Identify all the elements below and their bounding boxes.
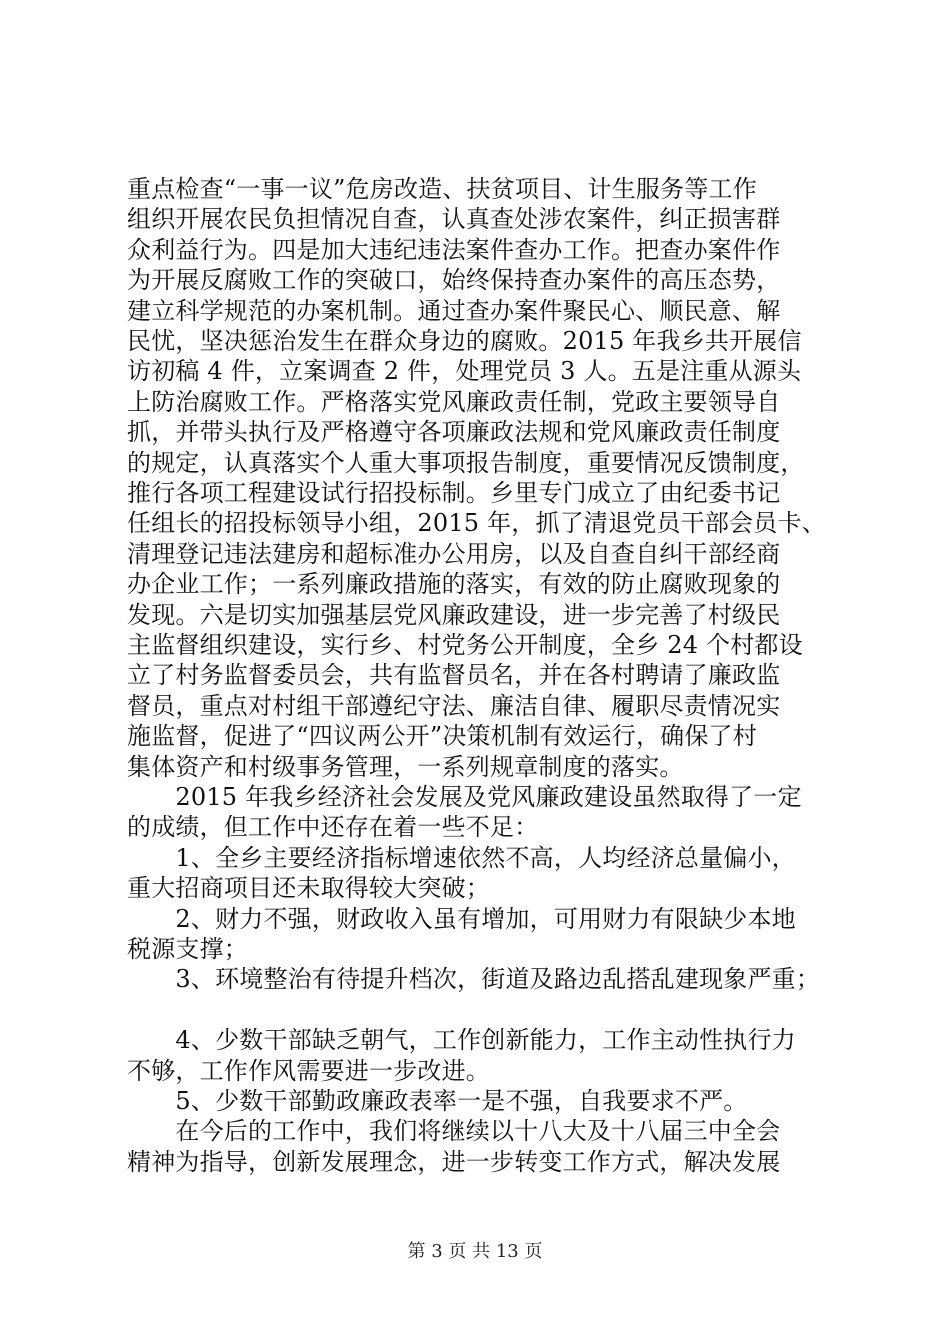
text-line: 2015 年我乡经济社会发展及党风廉政建设虽然取得了一定 [127, 783, 802, 811]
page-footer: 第 3 页 共 13 页 [407, 1241, 543, 1262]
text-line: 5、少数干部勤政廉政表率一是不强，自我要求不严。 [127, 1087, 748, 1115]
text-line: 发现。六是切实加强基层党风廉政建设，进一步完善了村级民 [127, 601, 781, 629]
text-line: 3、环境整治有待提升档次，街道及路边乱搭乱建现象严重； [127, 965, 821, 993]
text-line: 主监督组织建设，实行乡、村党务公开制度，全乡 24 个村都设 [127, 631, 803, 659]
text-line: 不够，工作作风需要进一步改进。 [127, 1057, 490, 1085]
text-line: 在今后的工作中，我们将继续以十八大及十八届三中全会 [127, 1117, 781, 1145]
text-line: 精神为指导，创新发展理念，进一步转变工作方式，解决发展 [127, 1148, 781, 1176]
text-line: 集体资产和村级事务管理，一系列规章制度的落实。 [127, 753, 684, 781]
text-line: 任组长的招投标领导小组，2015 年，抓了清退党员干部会员卡、 [127, 509, 826, 537]
text-line: 组织开展农民负担情况自查，认真查处涉农案件，纠正损害群 [127, 205, 781, 233]
text-line: 4、少数干部缺乏朝气，工作创新能力，工作主动性执行力 [127, 1026, 796, 1054]
text-line: 的规定，认真落实个人重大事项报告制度，重要情况反馈制度， [127, 449, 805, 477]
text-line: 的成绩，但工作中还存在着一些不足： [127, 813, 539, 841]
text-line: 重大招商项目还未取得较大突破； [127, 874, 490, 902]
text-line: 建立科学规范的办案机制。通过查办案件聚民心、顺民意、解 [127, 297, 781, 325]
text-line: 重点检查“一事一议”危房改造、扶贫项目、计生服务等工作 [127, 175, 757, 203]
text-line: 上防治腐败工作。严格落实党风廉政责任制，党政主要领导自 [127, 388, 781, 416]
text-line: 清理登记违法建房和超标准办公用房，以及自查自纠干部经商 [127, 540, 781, 568]
text-line: 1、全乡主要经济指标增速依然不高，人均经济总量偏小， [127, 844, 796, 872]
text-line: 施监督，促进了“四议两公开”决策机制有效运行，确保了村 [127, 722, 757, 750]
text-line: 2、财力不强，财政收入虽有增加，可用财力有限缺少本地 [127, 905, 796, 933]
text-line: 众利益行为。四是加大违纪违法案件查办工作。把查办案件作 [127, 236, 781, 264]
text-line: 税源支撑； [127, 935, 248, 963]
text-line: 立了村务监督委员会，共有监督员名，并在各村聘请了廉政监 [127, 661, 781, 689]
text-line: 为开展反腐败工作的突破口，始终保持查办案件的高压态势， [127, 266, 781, 294]
text-line: 督员，重点对村组干部遵纪守法、廉洁自律、履职尽责情况实 [127, 692, 781, 720]
text-line: 推行各项工程建设试行招投标制。乡里专门成立了由纪委书记 [127, 479, 781, 507]
text-line: 民忧，坚决惩治发生在群众身边的腐败。2015 年我乡共开展信 [127, 327, 802, 355]
text-line: 抓，并带头执行及严格遵守各项廉政法规和党风廉政责任制度 [127, 418, 781, 446]
text-line: 办企业工作；一系列廉政措施的落实，有效的防止腐败现象的 [127, 570, 781, 598]
text-line: 访初稿 4 件，立案调查 2 件，处理党员 3 人。五是注重从源头 [127, 357, 802, 385]
